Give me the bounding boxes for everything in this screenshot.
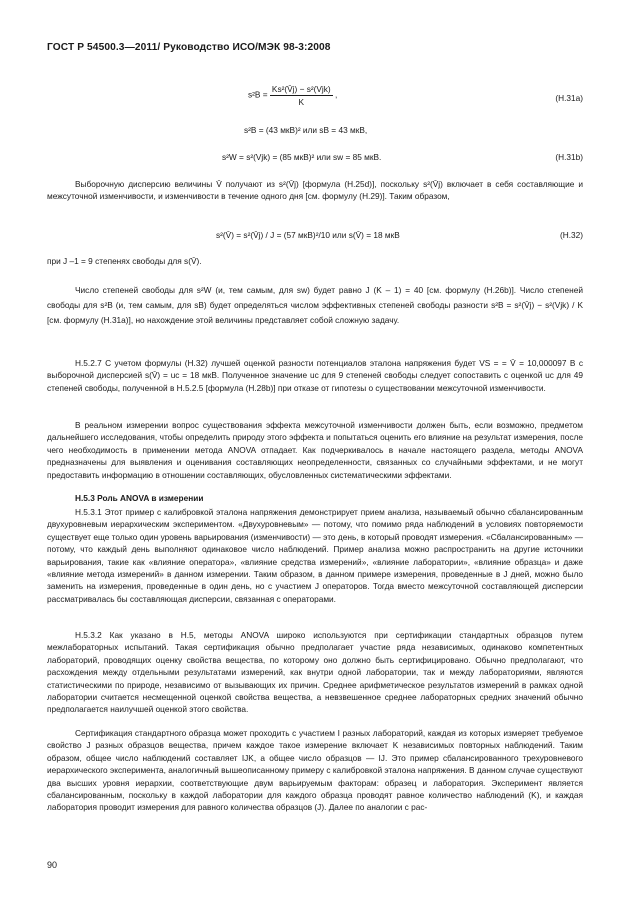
paragraph-certification: Сертификация стандартного образца может проходить с участием I разных лабораторий, каждая из которых измеряет требуемое свойство J разных образцов вещества, причем каждое такое измерение включает K независимых повторных наблюдений. Таким образом, общее число наблюдений составляет IJK, а общее число образцов — IJ. Это пример сбалансированного трехуровневого иерархического эксперимента, аналогичный вышеописанному примеру с калибровкой эталона напряжения. В данном случае существуют два высших уровня иерархии, соответствующие двум варьируемым факторам: образец и лаборатория. Эксперимент является сбалансированным, поскольку в каждой лаборатории для каждого образца проводят равное количество наблюдений (K), и каждая лаборатория проводит измерения для равного количества образцов (J). Далее по аналогии с рас- <box>47 728 583 813</box>
equation-h32-number: (Н.32) <box>559 230 583 240</box>
section-heading-h5-3: Н.5.3 Роль ANOVA в измерении <box>75 493 204 503</box>
equation-h31a <box>248 84 337 107</box>
paragraph-h5-3-1: Н.5.3.1 Этот пример с калибровкой эталона напряжения демонстрирует прием анализа, называемый обычно сбалансированным двухуровневым иерархическим экспериментом. «Двухуровневым» — потому, что помимо ряда наблюдений в условиях повторяемости существует еще только один уровень варьирования (изменчивости) — это день, в который проводят измерения. «Сбалансированным» — потому, что каждый день выполняют одинаковое число наблюдений. Пример анализа можно распространить на другие источники варьирования, такие как «влияние оператора», «влияние средства измерений», «влияние лаборатории», «влияние образца» и даже «влияние метода измерений» в данном измерении. Таким образом, в данном примере измерения, проведенные в J дней, можно было заменить на измерения, проведенные в один день, но с участием J операторов. Тогда вместо межсуточной составляющей дисперсии рассматривалась бы составляющая дисперсии, связанная с операторами. <box>47 507 583 604</box>
paragraph-h5-3-2: Н.5.3.2 Как указано в Н.5, методы ANOVA широко используются при сертификации стандартных образцов путем межлабораторных испытаний. Такая сертификация обычно предполагает участие ряда независимых, одинаково компетентных лабораторий, проводящих оценку свойства вещества, по которому оно должно быть сертифицировано. Обычно предполагают, что расхождения между отдельными результатами измерений, как внутри одной лаборатории, так и между лабораториями, являются статистическими по природе, независимо от вызывающих их причин. Среднее арифметическое результатов измерений в рамках одной лаборатории считается несмещенной оценкой свойства вещества, а невзвешенное среднее лабораторных средних значений обычно предполагается наилучшей оценкой этого свойства. <box>47 630 583 715</box>
equation-sb-value: s²B = (43 мкВ)² или sB = 43 мкВ, <box>244 125 368 135</box>
paragraph-degrees-freedom: Число степеней свободы для s²W (и, тем самым, для sw) будет равно J (K – 1) = 40 [см. формулу (Н.26b)]. Число степеней свободы для s²B (и, тем самым, для sB) будет определяться числом эффективных степеней свободы разности s²B = s²(V̄j) − s²(Vjk) / K [см. формулу (Н.31а)], но нахождение этой величины представляет собой сложную задачу. <box>47 285 583 326</box>
equation-h32: s²(V̄) = s²(V̄j) / J = (57 мкВ)²/10 или s(V̄) = 18 мкВ <box>216 230 400 240</box>
document-header: ГОСТ Р 54500.3—2011/ Руководство ИСО/МЭК 98-3:2008 <box>47 42 331 53</box>
equation-h31a-denominator: K <box>298 97 305 107</box>
page-number: 90 <box>47 860 58 870</box>
paragraph-h5-2-7: Н.5.2.7 С учетом формулы (Н.32) лучшей оценкой разности потенциалов эталона напряжения будет VS = = V̄ = 10,000097 В с выборочной дисперсией s(V̄) = uc = 18 мкВ. Полученное значение uc для 9 степеней свободы следует сопоставить с оценкой uc для 49 степеней свободы, полученной в Н.5.2.5 [формула (Н.28b)] при отказе от гипотезы о существовании межсуточной изменчивости. <box>47 358 583 393</box>
equation-h31a-numerator: Ks²(V̄j) − s²(Vjk) <box>271 84 331 94</box>
equation-h31b: s²W = s²(Vjk) = (85 мкВ)² или sw = 85 мкВ. <box>222 152 382 162</box>
paragraph-real-measurement: В реальном измерении вопрос существования эффекта межсуточной изменчивости должен быть, если возможно, предметом дальнейшего исследования, чтобы определить природу этого эффекта и попытаться оценить его влияние на результат измерения, после чего необходимость в применении метода ANOVA отпадает. Как подчеркивалось в начале настоящего раздела, методы ANOVA предназначены для выявления и оценивания составляющих неопределенности, связанных со случайными эффектами, и не могут предоставить информацию в отношении составляющих, обусловленных систематическими эффектами. <box>47 420 583 480</box>
equation-h31a-fraction <box>270 84 333 107</box>
equation-h31a-lhs: s²B = <box>248 89 268 100</box>
equation-h31a-number: (Н.31а) <box>555 93 583 103</box>
equation-h31b-number: (Н.31b) <box>555 152 583 162</box>
paragraph-degrees-freedom-intro: при J –1 = 9 степенях свободы для s(V̄). <box>47 256 202 266</box>
equation-h31a-tail: , <box>335 89 338 100</box>
paragraph-sample-variance: Выборочную дисперсию величины V̄ получают из s²(V̄j) [формула (Н.25d)], поскольку s²(V̄j) включает в себя составляющие и межсуточной изменчивости, и изменчивости в течение одного дня [см. формулу (Н.29)]. Таким образом, <box>47 179 583 202</box>
